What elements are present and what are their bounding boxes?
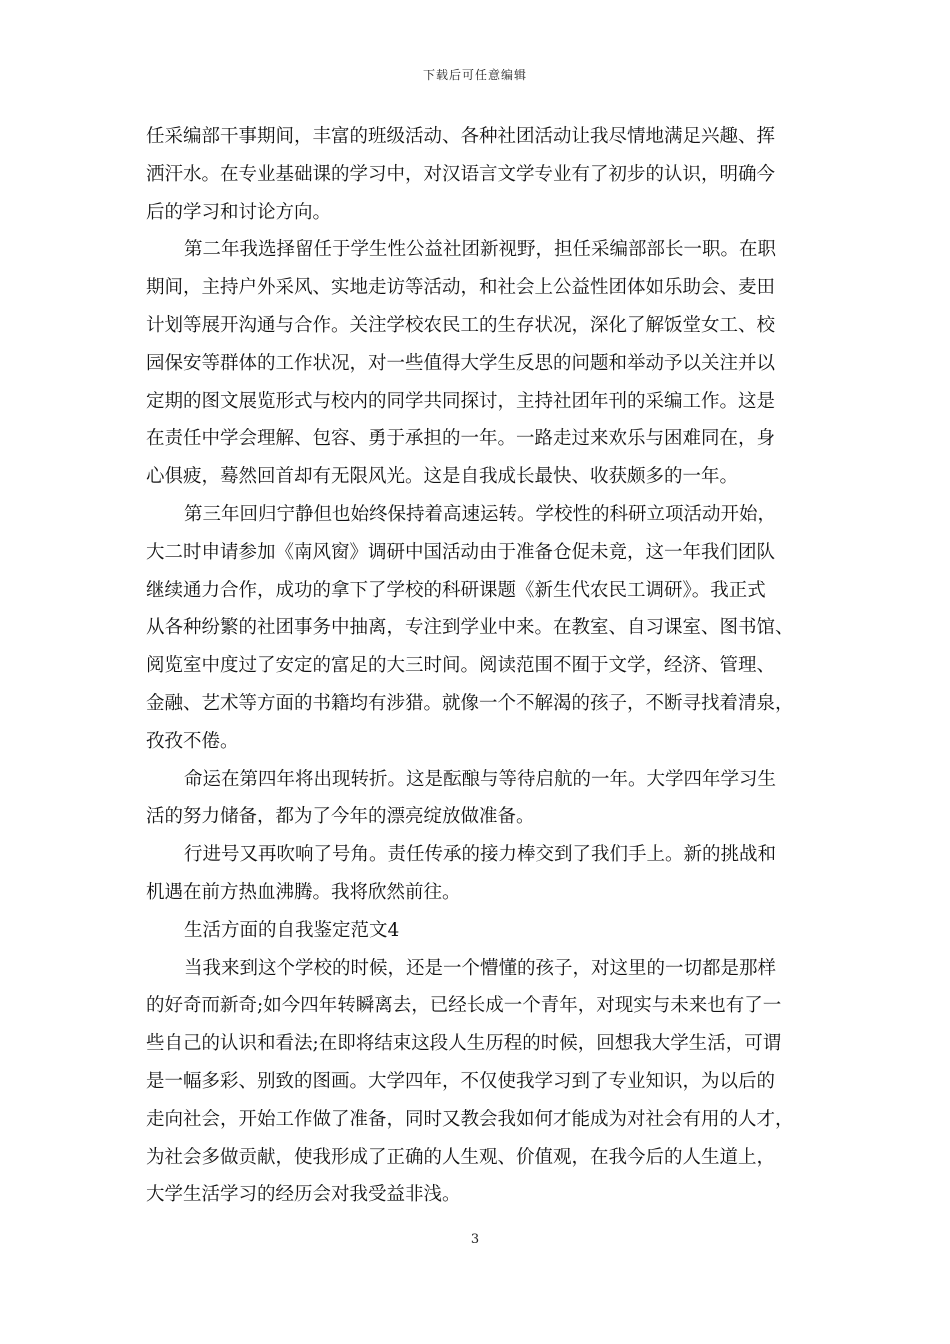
- page-number: 3: [470, 1232, 480, 1247]
- text-line: 大二时申请参加《南风窗》调研中国活动由于准备仓促未竟，这一年我们团队: [146, 541, 776, 563]
- text-line: 阅览室中度过了安定的富足的大三时间。阅读范围不囿于文学，经济、管理、: [146, 655, 776, 677]
- text-line: 园保安等群体的工作状况，对一些值得大学生反思的问题和举动予以关注并以: [146, 352, 776, 374]
- paragraph-start-line: 当我来到这个学校的时候，还是一个懵懂的孩子，对这里的一切都是那样: [184, 957, 777, 979]
- text-line: 任采编部干事期间，丰富的班级活动、各种社团活动让我尽情地满足兴趣、挥: [146, 126, 776, 147]
- paragraph-start-line: 命运在第四年将出现转折。这是酝酿与等待启航的一年。大学四年学习生: [184, 768, 777, 790]
- text-line: 些自己的认识和看法;在即将结束这段人生历程的时候，回想我大学生活，可谓: [146, 1033, 782, 1055]
- text-line: 机遇在前方热血沸腾。我将欣然前往。: [146, 881, 461, 903]
- text-line: 是一幅多彩、别致的图画。大学四年，不仅使我学习到了专业知识，为以后的: [146, 1070, 776, 1092]
- text-line: 在责任中学会理解、包容、勇于承担的一年。一路走过来欢乐与困难同在，身: [146, 428, 776, 450]
- paragraph-start-line: 行进号又再吹响了号角。责任传承的接力棒交到了我们手上。新的挑战和: [184, 844, 777, 866]
- section-heading: 生活方面的自我鉴定范文4: [184, 919, 400, 941]
- paragraph-start-line: 第二年我选择留任于学生性公益社团新视野，担任采编部部长一职。在职: [184, 239, 777, 261]
- text-line: 定期的图文展览形式与校内的同学共同探讨，主持社团年刊的采编工作。这是: [146, 390, 776, 412]
- text-line: 孜孜不倦。: [146, 730, 239, 752]
- text-line: 计划等展开沟通与合作。关注学校农民工的生存状况，深化了解饭堂女工、校: [146, 314, 776, 336]
- paragraph-start-line: 第三年回归宁静但也始终保持着高速运转。学校性的科研立项活动开始，: [184, 503, 777, 525]
- text-line: 为社会多做贡献，使我形成了正确的人生观、价值观，在我今后的人生道上，: [146, 1146, 776, 1168]
- text-line: 洒汗水。在专业基础课的学习中，对汉语言文学专业有了初步的认识，明确今: [146, 163, 776, 185]
- text-line: 心俱疲，蓦然回首却有无限风光。这是自我成长最快、收获颇多的一年。: [146, 466, 739, 488]
- text-line: 的好奇而新奇;如今四年转瞬离去，已经长成一个青年，对现实与未来也有了一: [146, 995, 782, 1017]
- page-header: 下载后可任意编辑: [422, 68, 527, 82]
- text-line: 大学生活学习的经历会对我受益非浅。: [146, 1184, 461, 1206]
- document-body: [146, 118, 826, 1214]
- text-line: 走向社会，开始工作做了准备，同时又教会我如何才能成为对社会有用的人才，: [146, 1108, 794, 1130]
- text-line: 活的努力储备，都为了今年的漂亮绽放做准备。: [146, 806, 535, 828]
- text-line: 从各种纷繁的社团事务中抽离，专注到学业中来。在教室、自习课室、图书馆、: [146, 617, 794, 639]
- text-line: 后的学习和讨论方向。: [146, 201, 332, 223]
- text-line: 期间，主持户外采风、实地走访等活动，和社会上公益性团体如乐助会、麦田: [146, 277, 776, 299]
- text-line: 金融、艺术等方面的书籍均有涉猎。就像一个不解渴的孩子，不断寻找着清泉，: [146, 692, 794, 714]
- text-line: 继续通力合作，成功的拿下了学校的科研课题《新生代农民工调研》。我正式: [146, 579, 766, 601]
